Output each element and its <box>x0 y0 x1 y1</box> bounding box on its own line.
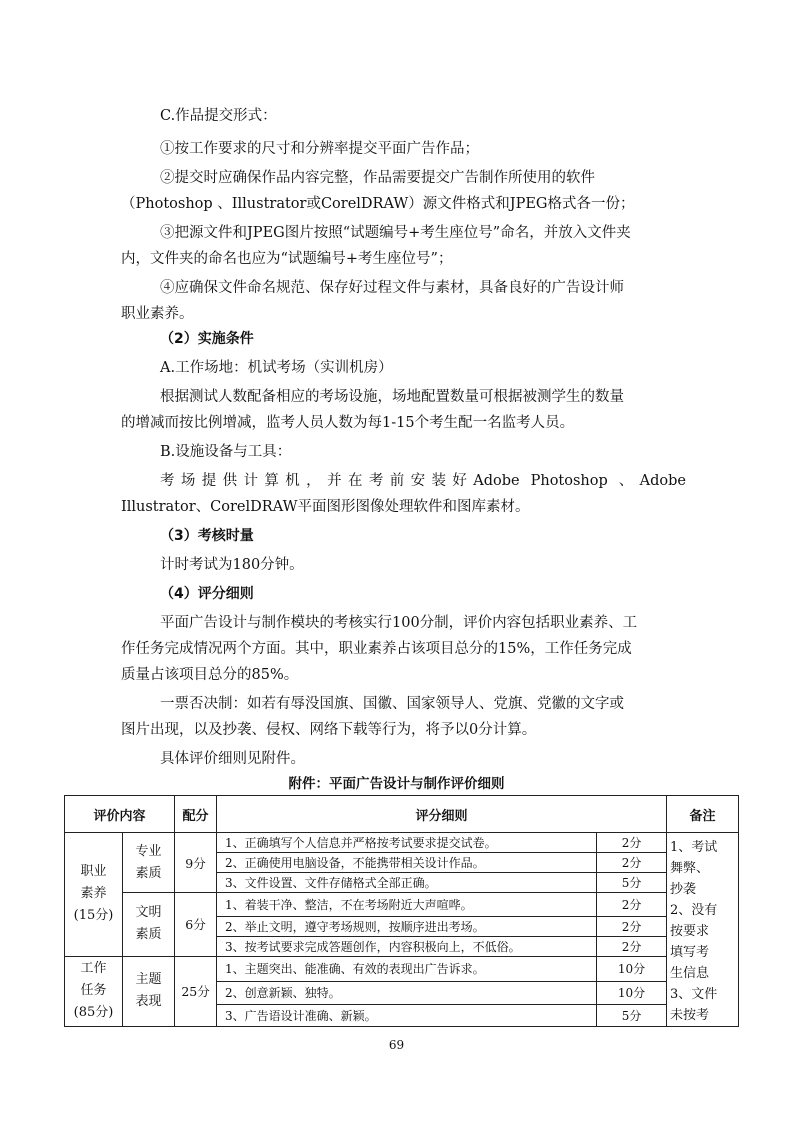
paragraph-line: C.作品提交形式： <box>160 108 277 124</box>
criterion-text: 3、广告语设计准确、新颖。 <box>217 1004 597 1026</box>
header-score: 配分 <box>175 796 217 833</box>
section-heading: （3）考核时量 <box>160 528 254 544</box>
sub-score: 9分 <box>175 833 217 893</box>
criterion-score: 2分 <box>597 833 667 853</box>
paragraph-line: A.工作场地：机试考场（实训机房） <box>160 360 393 376</box>
paragraph-line: Illustrator、CorelDRAW平面图形图像处理软件和图库素材。 <box>121 499 530 515</box>
criterion-score: 2分 <box>597 916 667 936</box>
criterion-score: 5分 <box>597 1004 667 1026</box>
paragraph-line: 考场提供计算机，并在考前安装好Adobe Photoshop 、Adobe <box>160 473 686 489</box>
sub-category: 专业 素质 <box>123 833 175 893</box>
table-title: 附件：平面广告设计与制作评价细则 <box>288 776 505 792</box>
paragraph-line: 质量占该项目总分的85%。 <box>121 667 299 683</box>
sub-score: 6分 <box>175 893 217 957</box>
paragraph-line: ①按工作要求的尺寸和分辨率提交平面广告作品； <box>160 141 479 157</box>
paragraph-line: 职业素养。 <box>121 306 194 322</box>
criterion-text: 3、文件设置、文件存储格式全部正确。 <box>217 873 597 893</box>
paragraph-line: ④应确保文件命名规范、保存好过程文件与素材，具备良好的广告设计师 <box>160 280 624 296</box>
note-cell: 1、考试 舞弊、 抄袭 2、没有 按要求 填写考 生信息 3、文件 未按考 <box>667 833 739 1027</box>
table-row <box>65 833 739 853</box>
criterion-text: 2、创意新颖、独特。 <box>217 982 597 1004</box>
paragraph-line: B.设施设备与工具： <box>160 444 292 460</box>
paragraph-line: 平面广告设计与制作模块的考核实行100分制，评价内容包括职业素养、工 <box>160 615 638 631</box>
criterion-text: 2、举止文明，遵守考场规则，按顺序进出考场。 <box>217 916 597 936</box>
page-number: 69 <box>388 1038 405 1052</box>
paragraph-line: 的增减而按比例增减，监考人员人数为每1-15个考生配一名监考人员。 <box>121 415 575 431</box>
header-content: 评价内容 <box>65 796 175 833</box>
criterion-text: 1、着装干净、整洁，不在考场附近大声喧哗。 <box>217 893 597 917</box>
criterion-score: 2分 <box>597 936 667 956</box>
paragraph-line: 图片出现，以及抄袭、侵权、网络下载等行为，将予以0分计算。 <box>121 722 537 738</box>
criterion-score: 2分 <box>597 893 667 917</box>
criterion-text: 2、正确使用电脑设备，不能携带相关设计作品。 <box>217 853 597 873</box>
header-note: 备注 <box>667 796 739 833</box>
paragraph-line: 作任务完成情况两个方面。其中，职业素养占该项目总分的15%，工作任务完成 <box>121 641 632 657</box>
criterion-text: 3、按考试要求完成答题创作，内容积极向上，不低俗。 <box>217 936 597 956</box>
paragraph-line: 一票否决制：如若有辱没国旗、国徽、国家领导人、党旗、党徽的文字或 <box>160 696 624 712</box>
criterion-score: 10分 <box>597 982 667 1004</box>
table-header-row <box>65 796 739 833</box>
criterion-score: 2分 <box>597 853 667 873</box>
paragraph-line: 根据测试人数配备相应的考场设施，场地配置数量可根据被测学生的数量 <box>160 389 624 405</box>
evaluation-table <box>64 795 739 1027</box>
paragraph-line: 内，文件夹的命名也应为“试题编号+考生座位号”； <box>121 251 453 267</box>
criterion-score: 10分 <box>597 956 667 982</box>
table-row <box>65 893 739 917</box>
sub-score: 25分 <box>175 956 217 1027</box>
criterion-text: 1、正确填写个人信息并严格按考试要求提交试卷。 <box>217 833 597 853</box>
header-criteria: 评分细则 <box>217 796 667 833</box>
category-professional: 职业 素养 (15分) <box>65 833 123 957</box>
sub-category: 主题 表现 <box>123 956 175 1027</box>
criterion-text: 1、主题突出、能准确、有效的表现出广告诉求。 <box>217 956 597 982</box>
section-heading: （2）实施条件 <box>160 331 254 347</box>
paragraph-line: 具体评价细则见附件。 <box>160 751 305 767</box>
section-heading: （4）评分细则 <box>160 586 254 602</box>
sub-category: 文明 素质 <box>123 893 175 957</box>
paragraph-line: ②提交时应确保作品内容完整，作品需要提交广告制作所使用的软件 <box>160 170 595 186</box>
table-row <box>65 956 739 982</box>
paragraph-line: （Photoshop 、Illustrator或CorelDRAW）源文件格式和JPEG格式各一份； <box>121 196 635 212</box>
paragraph-line: 计时考试为180分钟。 <box>160 557 304 573</box>
criterion-score: 5分 <box>597 873 667 893</box>
category-task: 工作 任务 (85分) <box>65 956 123 1027</box>
paragraph-line: ③把源文件和JPEG图片按照“试题编号+考生座位号”命名，并放入文件夹 <box>160 225 631 241</box>
